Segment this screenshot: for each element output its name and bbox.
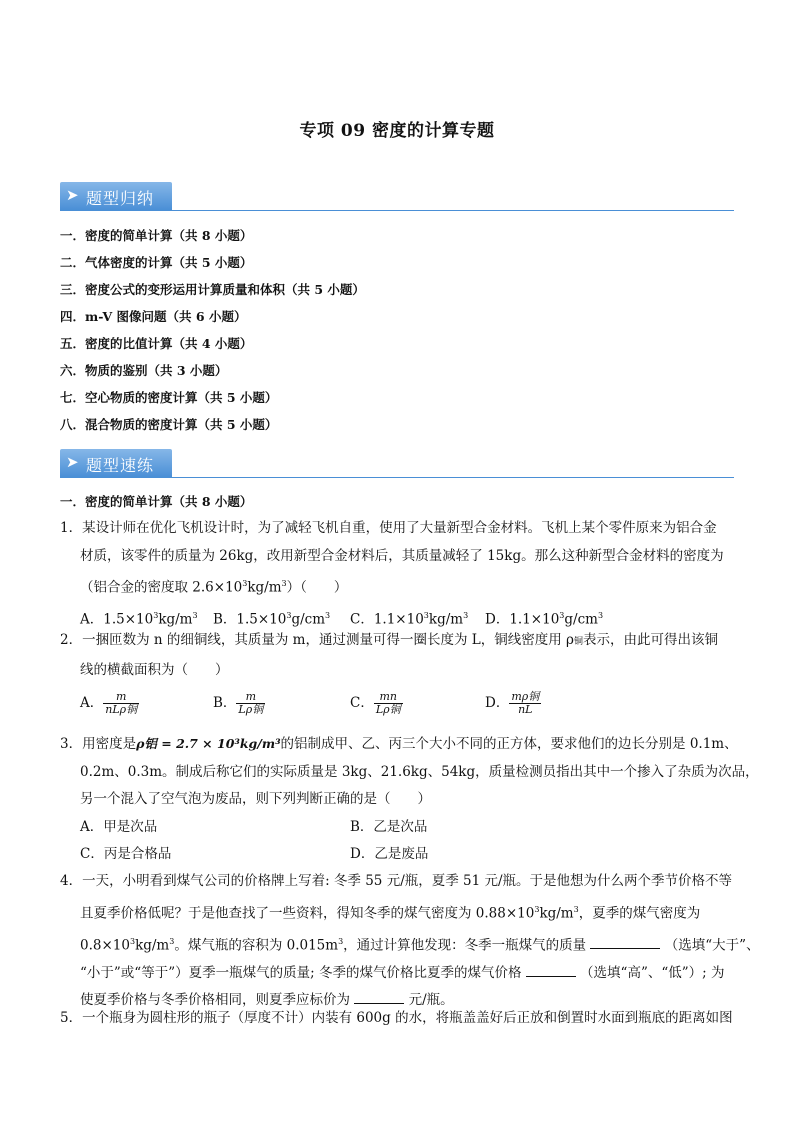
question-1 (60, 515, 740, 629)
option-c: C．$1.1\times 10^3kg/m^3$ (350, 611, 469, 628)
toc-item: 三．密度公式的变形运用计算质量和体积（共 5 小题） (60, 282, 365, 297)
page-title: 专项 09 密度的计算专题 (299, 121, 495, 141)
answer-blank[interactable] (590, 934, 660, 949)
toc-item: 二．气体密度的计算（共 5 小题） (60, 255, 253, 270)
question-text: 0.2m、0.3m。制成后称它们的实际质量是 3kg、21.6kg、54kg，质量检测员指出其中一个掺入了杂质为次品， (80, 763, 759, 780)
section-tab (60, 449, 172, 477)
arrow-icon: ➤ (66, 453, 79, 471)
question-4 (60, 868, 760, 1015)
question-2 (60, 627, 740, 724)
toc-item: 一．密度的简单计算（共 8 小题） (60, 228, 253, 243)
toc-item: 六．物质的鉴别（共 3 小题） (60, 363, 228, 378)
toc-item: 五．密度的比值计算（共 4 小题） (60, 336, 253, 351)
section-title: 题型归纳 (86, 189, 155, 208)
question-text: 线的横截面积为（ ） (80, 661, 229, 678)
option-d: D．乙是废品 (350, 845, 429, 862)
question-text: 使夏季价格与冬季价格相同，则夏季应标价为 元/瓶。 (60, 987, 740, 1015)
question-3 (60, 730, 759, 868)
sub-heading: 一．密度的简单计算（共 8 小题） (60, 494, 253, 509)
question-text: 材质，该零件的质量为 26kg，改用新型合金材料后，其质量减轻了 15kg。那么这种新型合金材料的密度为 (80, 547, 724, 564)
arrow-icon: ➤ (66, 186, 79, 204)
question-text: 3．用密度是ρ铝 = 2.7 × 10³kg/m³的铝制成甲、乙、丙三个大小不同的正方体，要求他们的边长分别是 0.1m、 (60, 736, 738, 752)
toc-item: 四．m-V 图像问题（共 6 小题） (60, 309, 247, 324)
answer-blank[interactable] (354, 989, 404, 1004)
toc-list (60, 227, 740, 443)
question-text: 2．一捆匝数为 n 的细铜线，其质量为 m，通过测量可得一圈长度为 L，铜线密度用 ρ铜表示，由此可得出该铜 (60, 632, 718, 648)
options-row (60, 684, 740, 724)
option-a: A． $\frac{m}{\text{nLρ铜}}$ (80, 690, 138, 716)
option-d: D． $\frac{\text{mρ铜}}{nL}$ (485, 690, 540, 716)
question-text: 1．某设计师在优化飞机设计时，为了减轻飞机自重，使用了大量新型合金材料。飞机上某个零件原来为铝合金 (60, 520, 717, 536)
option-c: C． $\frac{mn}{\text{Lρ铜}}$ (350, 690, 401, 716)
option-a: A．$1.5\times 10^3kg/m^3$ (80, 611, 198, 628)
option-b: B． $\frac{m}{\text{Lρ铜}}$ (213, 690, 264, 716)
question-text: 4．一天，小明看到煤气公司的价格牌上写着: 冬季 55 元/瓶，夏季 51 元/瓶。于是他想为什么两个季节价格不等 (60, 873, 733, 889)
option-b: B．乙是次品 (350, 818, 428, 835)
options-row (60, 602, 740, 629)
option-c: C．丙是合格品 (80, 845, 172, 862)
question-5 (60, 1005, 740, 1033)
toc-item: 七．空心物质的密度计算（共 5 小题） (60, 390, 278, 405)
question-text: “小于”或“等于”）夏季一瓶煤气的质量; 冬季的煤气价格比夏季的煤气价格 （选填“高”、“低”）; 为 (60, 960, 740, 988)
question-text: 另一个混入了空气泡为废品，则下列判断正确的是（ ） (80, 791, 431, 807)
question-text: $0.8\times 10^3kg/m^3$。煤气瓶的容积为 $0.015m^3$，通过计算他发现：冬季一瓶煤气的质量 （选填“大于”、 (60, 928, 740, 960)
option-d: D．$1.1\times 10^3g/cm^3$ (485, 611, 604, 628)
answer-blank[interactable] (526, 962, 576, 977)
question-text: （铝合金的密度取 $2.6\times 10^3kg/m^3$）（ ） (80, 579, 348, 596)
option-b: B．$1.5\times 10^3g/cm^3$ (213, 611, 331, 628)
section-rule (60, 477, 734, 478)
section-header-summary (60, 182, 734, 212)
section-header-practice (60, 449, 734, 479)
section-rule (60, 210, 734, 211)
option-a: A．甲是次品 (80, 818, 158, 835)
options-row (60, 841, 740, 868)
question-text: 5．一个瓶身为圆柱形的瓶子（厚度不计）内装有 600g 的水，将瓶盖盖好后正放和倒置时水面到瓶底的距离如图 (60, 1010, 733, 1026)
section-title: 题型速练 (86, 456, 155, 475)
options-row (60, 814, 740, 841)
section-tab (60, 182, 172, 210)
question-text: 且夏季价格低呢？于是他查找了一些资料，得知冬季的煤气密度为 $0.88\times 10^3kg/m^3$，夏季的煤气密度为 (80, 904, 701, 921)
toc-item: 八．混合物质的密度计算（共 5 小题） (60, 417, 278, 432)
